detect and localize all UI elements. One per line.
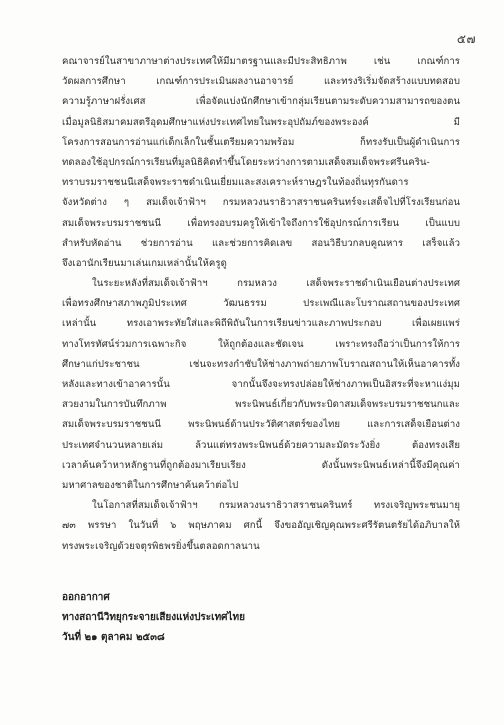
text-line: เวลาค้นคว้าหาหลักฐานที่ถูกต้องมาเรียบเรียง ดังนั้นพระนิพนธ์เหล่านี้จึงมีคุณค่า	[62, 459, 460, 471]
paragraph	[62, 274, 460, 496]
broadcast-date: วันที่ ๒๑ ตุลาคม ๒๕๓๘	[62, 632, 165, 643]
text-line: ประเทศจำนวนหลายเล่ม ล้วนแต่ทรงพระนิพนธ์ด้วยความละมัดระวังยิ่ง ต้องทรงเสีย	[62, 439, 460, 451]
text-line: ทรงพระเจริญด้วยจตุรพิธพรยิ่งขึ้นตลอดกาลนาน	[62, 540, 260, 552]
text-line: ทดลองใช้อุปกรณ์การเรียนที่มูลนิธิคิดทำขึ้นโดยระหว่างการตามเสด็จสมเด็จพระศรีนคริน-	[62, 156, 430, 168]
text-line: ๗๓ พรรษา ในวันที่ ๖ พฤษภาคม ศกนี้ จึงขออัญเชิญคุณพระศรีรัตนตรัยได้อภิบาลให้	[62, 520, 460, 532]
text-line: สวยงามในการบันทึกภาพ พระนิพนธ์เกี่ยวกับพระบิดาสมเด็จพระบรมราชชนกและ	[62, 399, 460, 411]
paragraph	[62, 52, 460, 274]
text-line: เมื่อมูลนิธิสมาคมสตรีอุดมศึกษาแห่งประเทศไทยในพระอุปถัมภ์ของพระองค์ มี	[62, 116, 460, 128]
text-line: โครงการสอนการอ่านแก่เด็กเล็กในชั้นเตรียมความพร้อม ก็ทรงรับเป็นผู้ดำเนินการ	[62, 136, 460, 148]
text-line: ทราบรมราชชนนีเสด็จพระราชดำเนินเยี่ยมและสงเคราะห์ราษฎรในท้องถิ่นทุรกันดาร	[62, 177, 409, 189]
text-line: จึงเอานักเรียนมาเล่นเกมเหล่านั้นให้ครูดู	[62, 257, 227, 269]
paragraph	[62, 496, 460, 557]
text-line: ศึกษาแก่ประชาชน เช่นจะทรงกำชับให้ช่างภาพถ่ายภาพโบราณสถานให้เห็นอาคารทั้ง	[62, 358, 460, 370]
broadcast-station: ทางสถานีวิทยุกระจายเสียงแห่งประเทศไทย	[62, 612, 246, 623]
text-line: เพื่อทรงศึกษาสภาพภูมิประเทศ วัฒนธรรม ประเพณีและโบราณสถานของประเทศ	[62, 298, 460, 310]
text-line: ในโอกาสที่สมเด็จเจ้าฟ้าฯ กรมหลวงนราธิวาสราชนครินทร์ ทรงเจริญพระชนมายุ	[92, 500, 460, 512]
text-line: มหาศาลของชาติในการศึกษาค้นคว้าต่อไป	[62, 479, 239, 491]
signature-block	[62, 588, 362, 648]
text-line: จังหวัดต่าง ๆ สมเด็จเจ้าฟ้าฯ กรมหลวงนราธิวาสราชนครินทร์จะเสด็จไปที่โรงเรียนก่อน	[62, 197, 460, 209]
broadcast-label: ออกอากาศ	[62, 592, 110, 603]
text-line: ทางโทรทัศน์ร่วมการเฉพาะกิจ ให้ถูกต้องและชัดเจน เพราะทรงถือว่าเป็นการให้การ	[62, 338, 460, 350]
text-line: สมเด็จพระบรมราชชนนี เพื่อทรงอบรมครูให้เข้าใจถึงการใช้อุปกรณ์การเรียน เป็นแบบ	[62, 217, 460, 229]
body-text	[62, 52, 460, 557]
page-number: ๕๗	[456, 32, 476, 46]
text-line: คณาจารย์ในสาขาภาษาต่างประเทศให้มีมาตรฐานและมีประสิทธิภาพ เช่น เกณฑ์การ	[62, 56, 460, 67]
text-line: เหล่านั้น ทรงเอาพระทัยใส่และพิถีพิถันในการเรียนข่าวและภาพประกอบ เพื่อเผยแพร่	[62, 318, 460, 330]
text-line: สมเด็จพระบรมราชชนนี พระนิพนธ์ด้านประวัติศาสตร์ของไทย และการเสด็จเยือนต่าง	[62, 419, 460, 431]
text-line: วัดผลการศึกษา เกณฑ์การประเมินผลงานอาจารย์ และทรงริเริ่มจัดสร้างแบบทดสอบ	[62, 76, 460, 88]
text-line: หลังและทางเข้าอาคารนั้น จากนั้นจึงจะทรงปล่อยให้ช่างภาพเป็นอิสระที่จะหาแง่มุม	[62, 379, 460, 390]
text-line: ความรู้ภาษาฝรั่งเศส เพื่อจัดแบ่งนักศึกษาเข้ากลุ่มเรียนตามระดับความสามารถของตน	[62, 96, 460, 108]
text-line: ในระยะหลังที่สมเด็จเจ้าฟ้าฯ กรมหลวง เสด็จพระราชดำเนินเยือนต่างประเทศ	[92, 278, 460, 290]
text-line: สำหรับหัดอ่าน ช่วยการอ่าน และช่วยการคิดเลข สอนวิธีบวกลบคูณหาร เสร็จแล้ว	[62, 237, 460, 249]
